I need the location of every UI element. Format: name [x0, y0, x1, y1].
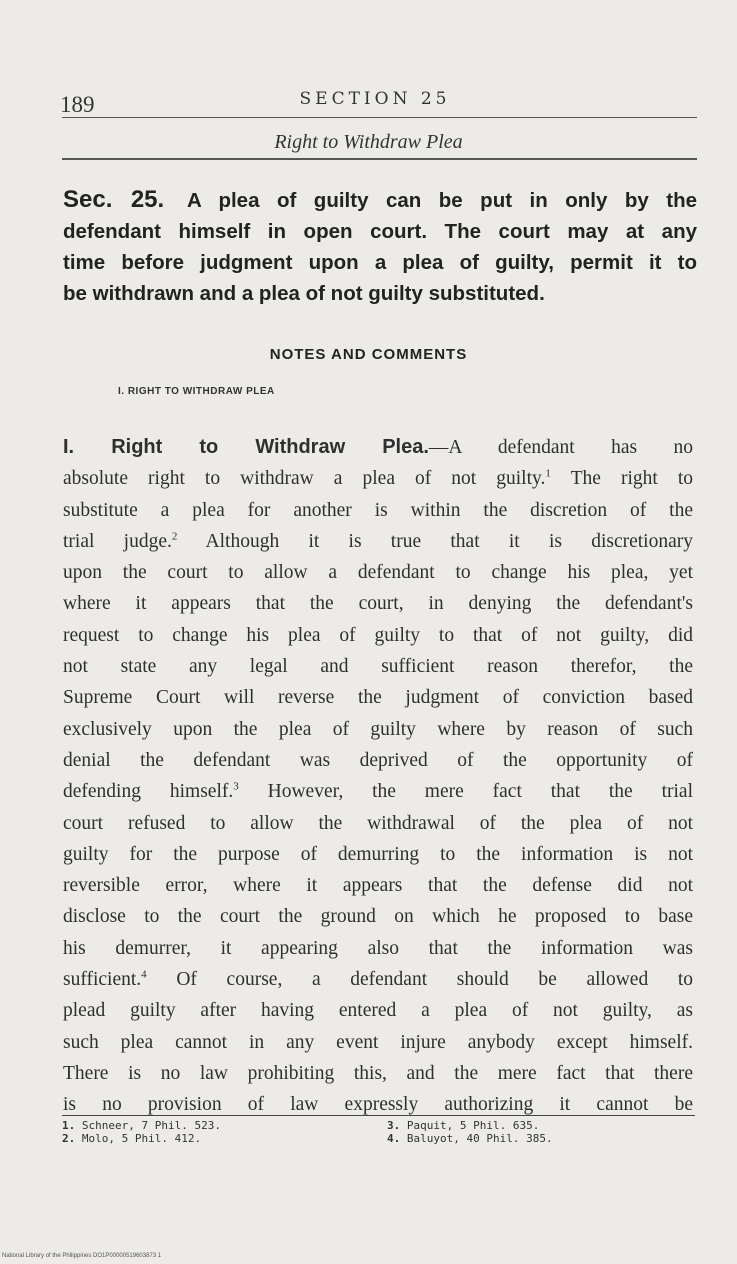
- body-line: Supreme Court will reverse the judgment of conviction based: [63, 687, 693, 709]
- note-lead: I. Right to Withdraw Plea.: [63, 436, 429, 458]
- body-line: sufficient.$^4$ Of course, a defendant should be allowed to: [63, 968, 694, 991]
- body-line: absolute right to withdraw a plea of not guilty.$^1$ The right to: [63, 467, 693, 490]
- body-line: plead guilty after having entered a plea of not guilty, as: [63, 1000, 693, 1022]
- body-line: upon the court to allow a defendant to change his plea, yet: [63, 562, 693, 584]
- library-stamp: National Library of the Philippines DO1P00000519603873 1: [2, 1253, 162, 1259]
- footnote-ref: 1: [545, 467, 551, 480]
- section-line: be withdrawn and a plea of not guilty substituted.: [63, 282, 545, 305]
- footnote-ref: 3: [233, 780, 239, 793]
- footnote: 3. Paquit, 5 Phil. 635.: [387, 1119, 540, 1132]
- body-line: his demurrer, it appearing also that the information was: [63, 937, 693, 959]
- body-line: trial judge.$^2$ Although it is true that it is discretionary: [63, 530, 693, 552]
- section-line: defendant himself in open court. The court may at any: [63, 220, 697, 243]
- footnotes-right-column: [387, 1119, 687, 1145]
- running-title: Right to Withdraw Plea: [274, 131, 463, 153]
- section-heading: SECTION 25: [299, 89, 451, 109]
- body-line: court refused to allow the withdrawal of the plea of not: [63, 812, 693, 834]
- body-line: denial the defendant was deprived of the opportunity of: [63, 749, 693, 771]
- body-line: defending himself.$^3$ However, the mere fact that the trial: [63, 780, 694, 803]
- body-line: I. Right to Withdraw Plea.—A defendant has no: [63, 436, 693, 458]
- body-line: disclose to the court the ground on which he proposed to base: [63, 906, 693, 928]
- notes-outline-item: I. RIGHT TO WITHDRAW PLEA: [118, 386, 275, 397]
- body-line: request to change his plea of guilty to that of not guilty, did: [63, 624, 693, 646]
- page-number: 189: [60, 92, 95, 117]
- body-line: exclusively upon the plea of guilty where by reason of such: [63, 718, 693, 740]
- body-line: reversible error, where it appears that the defense did not: [63, 875, 693, 897]
- footnotes-left-column: [62, 1119, 362, 1145]
- section-line: time before judgment upon a plea of guilty, permit it to: [63, 251, 697, 274]
- section-text: [63, 184, 697, 309]
- body-line: There is no law prohibiting this, and the mere fact that there: [63, 1062, 693, 1084]
- footnote-ref: 4: [141, 968, 147, 981]
- body-line: such plea cannot in any event injure anybody except himself.: [63, 1031, 693, 1053]
- footnote: 1. Schneer, 7 Phil. 523.: [62, 1119, 221, 1132]
- body-line: where it appears that the court, in denying the defendant's: [63, 593, 693, 615]
- body-line: is no provision of law expressly authorizing it cannot be: [63, 1094, 693, 1116]
- body-line: guilty for the purpose of demurring to the information is not: [63, 843, 693, 865]
- header-rule-bottom: [62, 158, 697, 160]
- body-line: substitute a plea for another is within the discretion of the: [63, 499, 693, 521]
- header-rule-top: [62, 117, 697, 118]
- notes-body: [63, 432, 693, 1121]
- section-line: Sec. 25. A plea of guilty can be put in only by the: [63, 186, 698, 213]
- section-label: Sec. 25.: [63, 186, 165, 213]
- footnote: 2. Molo, 5 Phil. 412.: [62, 1132, 202, 1145]
- footnote: 4. Baluyot, 40 Phil. 385.: [387, 1132, 553, 1145]
- footnote-rule: [62, 1115, 695, 1116]
- footnote-ref: 2: [171, 530, 178, 543]
- notes-heading: NOTES AND COMMENTS: [269, 346, 468, 363]
- body-line: not state any legal and sufficient reason therefor, the: [63, 656, 693, 678]
